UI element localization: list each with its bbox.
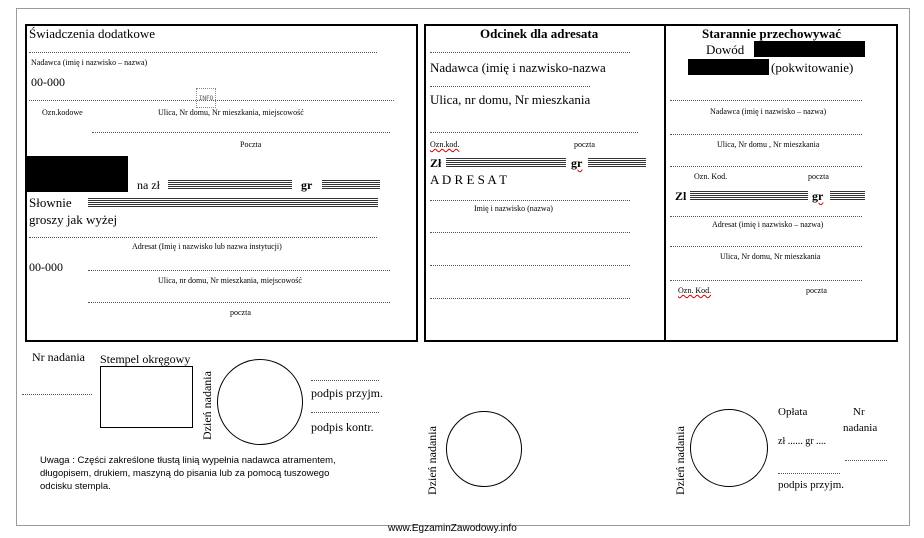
dzien-nadania-label-3: Dzień nadania bbox=[673, 426, 687, 495]
date-stamp-circle-3 bbox=[690, 409, 768, 487]
left-dotted-line bbox=[29, 237, 377, 238]
nr-nadania-label: Nr nadania bbox=[32, 350, 85, 364]
left-dotted-line bbox=[92, 132, 390, 133]
left-street-label: Ulica, Nr domu, Nr mieszkania, miejscowość bbox=[158, 108, 304, 117]
right-street-label: Ulica, Nr domu , Nr mieszkania bbox=[717, 140, 820, 149]
right-street-label-2: Ulica, Nr domu, Nr mieszkania bbox=[720, 252, 821, 261]
middle-street: Ulica, nr domu, Nr mieszkania bbox=[430, 92, 591, 107]
podpis-kontr-label: podpis kontr. bbox=[311, 420, 374, 434]
middle-sender: Nadawca (imię i nazwisko-nazwa bbox=[430, 60, 606, 75]
redacted-receipt-number bbox=[688, 59, 769, 75]
right-dotted-line bbox=[670, 216, 862, 217]
middle-title: Odcinek dla adresata bbox=[480, 26, 599, 41]
right-title: Starannie przechowywać bbox=[702, 26, 842, 41]
middle-dotted-line bbox=[430, 265, 630, 266]
right-post-label-2: poczta bbox=[806, 286, 827, 295]
nadania-label: nadania bbox=[843, 422, 878, 434]
left-dotted-line bbox=[88, 270, 390, 271]
podpis-dotted-line-2 bbox=[778, 473, 840, 474]
left-title: Świadczenia dodatkowe bbox=[29, 26, 155, 41]
left-amount-gr-field bbox=[322, 180, 380, 189]
podpis-przyjm-label: podpis przyjm. bbox=[311, 386, 383, 400]
right-gr-label: gr bbox=[812, 189, 824, 203]
middle-gr-label: gr bbox=[571, 156, 583, 170]
right-post-label: poczta bbox=[808, 172, 829, 181]
middle-dotted-line bbox=[430, 298, 630, 299]
right-code-label: Ozn. Kod. bbox=[694, 172, 728, 181]
info-icon: INFO bbox=[196, 88, 216, 108]
date-stamp-circle-1 bbox=[217, 359, 303, 445]
uwaga-note-line-2: długopisem, drukiem, maszyną do pisania lub za pomocą tuszowego bbox=[40, 468, 330, 479]
redacted-amount bbox=[25, 156, 128, 192]
middle-dotted-line bbox=[430, 132, 638, 133]
left-post-label-2: poczta bbox=[230, 308, 251, 317]
right-zl-label: Zl bbox=[675, 189, 687, 203]
middle-addressee: A D R E S A T bbox=[430, 172, 508, 187]
right-gr-field bbox=[830, 191, 865, 200]
middle-post-label: poczta bbox=[574, 140, 595, 149]
left-groszy-label: groszy jak wyżej bbox=[29, 212, 118, 227]
zl-gr-field: zł ...... gr .... bbox=[778, 436, 827, 447]
right-zl-field bbox=[690, 191, 808, 200]
stamp-box bbox=[100, 366, 193, 428]
redacted-proof-number bbox=[754, 41, 865, 57]
nr-dotted-line bbox=[845, 460, 887, 461]
dzien-nadania-label-2: Dzień nadania bbox=[425, 426, 439, 495]
watermark: www.EgzaminZawodowy.info bbox=[388, 523, 517, 534]
left-addressee-label: Adresat (Imię i nazwisko lub nazwa instytucji) bbox=[132, 242, 282, 251]
left-postcode: 00-000 bbox=[31, 75, 65, 89]
podpis-przyjm-label-2: podpis przyjm. bbox=[778, 479, 844, 491]
middle-dotted-line bbox=[430, 52, 630, 53]
oplata-label: Opłata bbox=[778, 406, 808, 418]
right-addressee-label: Adresat (imię i nazwisko – nazwa) bbox=[712, 220, 824, 229]
right-sender-label: Nadawca (imię i nazwisko – nazwa) bbox=[710, 107, 827, 116]
left-words-label: Słownie bbox=[29, 195, 72, 210]
middle-dotted-line bbox=[430, 86, 590, 87]
dzien-nadania-label-1: Dzień nadania bbox=[200, 371, 214, 440]
uwaga-note-line-1: Uwaga : Części zakreślone tłustą linią wypełnia nadawca atramentem, bbox=[40, 455, 336, 466]
left-postcode-2: 00-000 bbox=[29, 260, 63, 274]
nr-label: Nr bbox=[853, 406, 865, 418]
left-amount-zl-field bbox=[168, 180, 292, 189]
right-receipt: (pokwitowanie) bbox=[771, 60, 854, 75]
left-amount-prefix: na zł bbox=[137, 178, 160, 192]
middle-zl-label: Zł bbox=[430, 156, 442, 170]
left-code-label: Ozn.kodowe bbox=[42, 108, 83, 117]
left-dotted-line bbox=[29, 52, 377, 53]
nr-nadania-dotted-line bbox=[22, 394, 92, 395]
right-dotted-line bbox=[670, 246, 862, 247]
right-code-label-2: Ozn. Kod. bbox=[678, 286, 712, 295]
middle-name-label: Imię i nazwisko (nazwa) bbox=[474, 204, 553, 213]
podpis-dotted-line bbox=[311, 380, 379, 381]
stempel-label: Stempel okręgowy bbox=[100, 352, 191, 366]
uwaga-note-line-3: odcisku stempla. bbox=[40, 481, 111, 492]
left-sender-label: Nadawca (imię i nazwisko – nazwa) bbox=[31, 58, 148, 67]
left-post-label: Poczta bbox=[240, 140, 262, 149]
right-dotted-line bbox=[670, 100, 862, 101]
left-street-label-2: Ulica, nr domu, Nr mieszkania, miejscowość bbox=[158, 276, 302, 285]
middle-code-label: Ozn.kod. bbox=[430, 140, 460, 149]
middle-dotted-line bbox=[430, 200, 630, 201]
left-gr-label: gr bbox=[301, 178, 313, 192]
middle-gr-field bbox=[588, 158, 646, 167]
podpis-dotted-line bbox=[311, 412, 379, 413]
left-words-field bbox=[88, 198, 378, 207]
right-proof: Dowód bbox=[706, 42, 745, 57]
date-stamp-circle-2 bbox=[446, 411, 522, 487]
right-dotted-line bbox=[670, 134, 862, 135]
left-dotted-line bbox=[88, 302, 390, 303]
middle-dotted-line bbox=[430, 232, 630, 233]
middle-zl-field bbox=[446, 158, 566, 167]
right-dotted-line bbox=[670, 280, 862, 281]
right-dotted-line bbox=[670, 166, 862, 167]
